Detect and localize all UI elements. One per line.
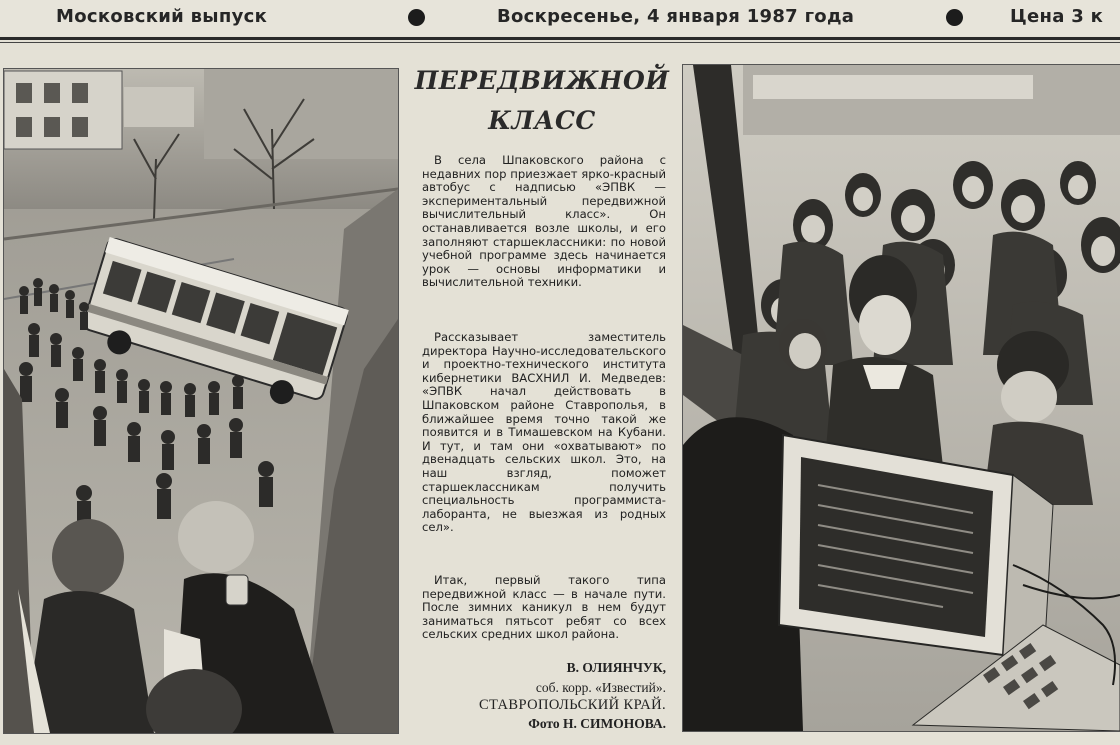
author-name: В. ОЛИЯНЧУК, (566, 660, 666, 675)
masthead (0, 0, 1120, 36)
bus-photo-image (4, 69, 398, 733)
headline-line-2: КЛАСС (488, 106, 596, 135)
edition-label: Московский выпуск (56, 6, 268, 27)
masthead-rule (0, 37, 1120, 40)
bullet-icon (946, 9, 963, 26)
bullet-icon (408, 9, 425, 26)
classroom-photo (682, 64, 1120, 732)
article-paragraph-2: Рассказывает заместитель директора Научно-исследовательского и проектно-технического института кибернетики ВАСХНИЛ И. Медведев: «ЭПВК начал действовать в Шпаковском районе Ставрополья, в ближайшее время точно такой же появится и в Тимашевском на Кубани. И тут, и там они «охватывают» по двенадцать сельских школ. Это, на наш взгляд, поможет старшеклассникам получить специальность программиста-лаборанта, не выезжая из родных сел». (422, 330, 666, 535)
bus-photo (3, 68, 399, 734)
masthead-rule-thin (0, 42, 1120, 43)
article-paragraph-1: В села Шпаковского района с недавних пор приезжает ярко-красный автобус с надписью «ЭПВК — экспериментальный передвижной вычислительный класс». Он останавливается возле школы, и его заполняют старшеклассники: по новой учебной программе здесь начинается урок — основы информатики и вычислительной техники. (422, 153, 666, 290)
classroom-photo-image (683, 65, 1120, 731)
author-role: соб. корр. «Известий». (535, 680, 666, 695)
dateline-place: СТАВРОПОЛЬСКИЙ КРАЙ. (478, 697, 666, 713)
article-paragraph-3: Итак, первый такого типа передвижной класс — в начале пути. После зимних каникул в нем будут заниматься пятьсот ребят со всех сельских средних школ района. (422, 573, 666, 642)
photo-credit: Фото Н. СИМОНОВА. (528, 716, 666, 731)
issue-date: Воскресенье, 4 января 1987 года (497, 6, 855, 27)
headline-line-1: ПЕРЕДВИЖНОЙ (414, 66, 670, 95)
article (408, 56, 676, 745)
price-label: Цена 3 к (1010, 6, 1104, 27)
